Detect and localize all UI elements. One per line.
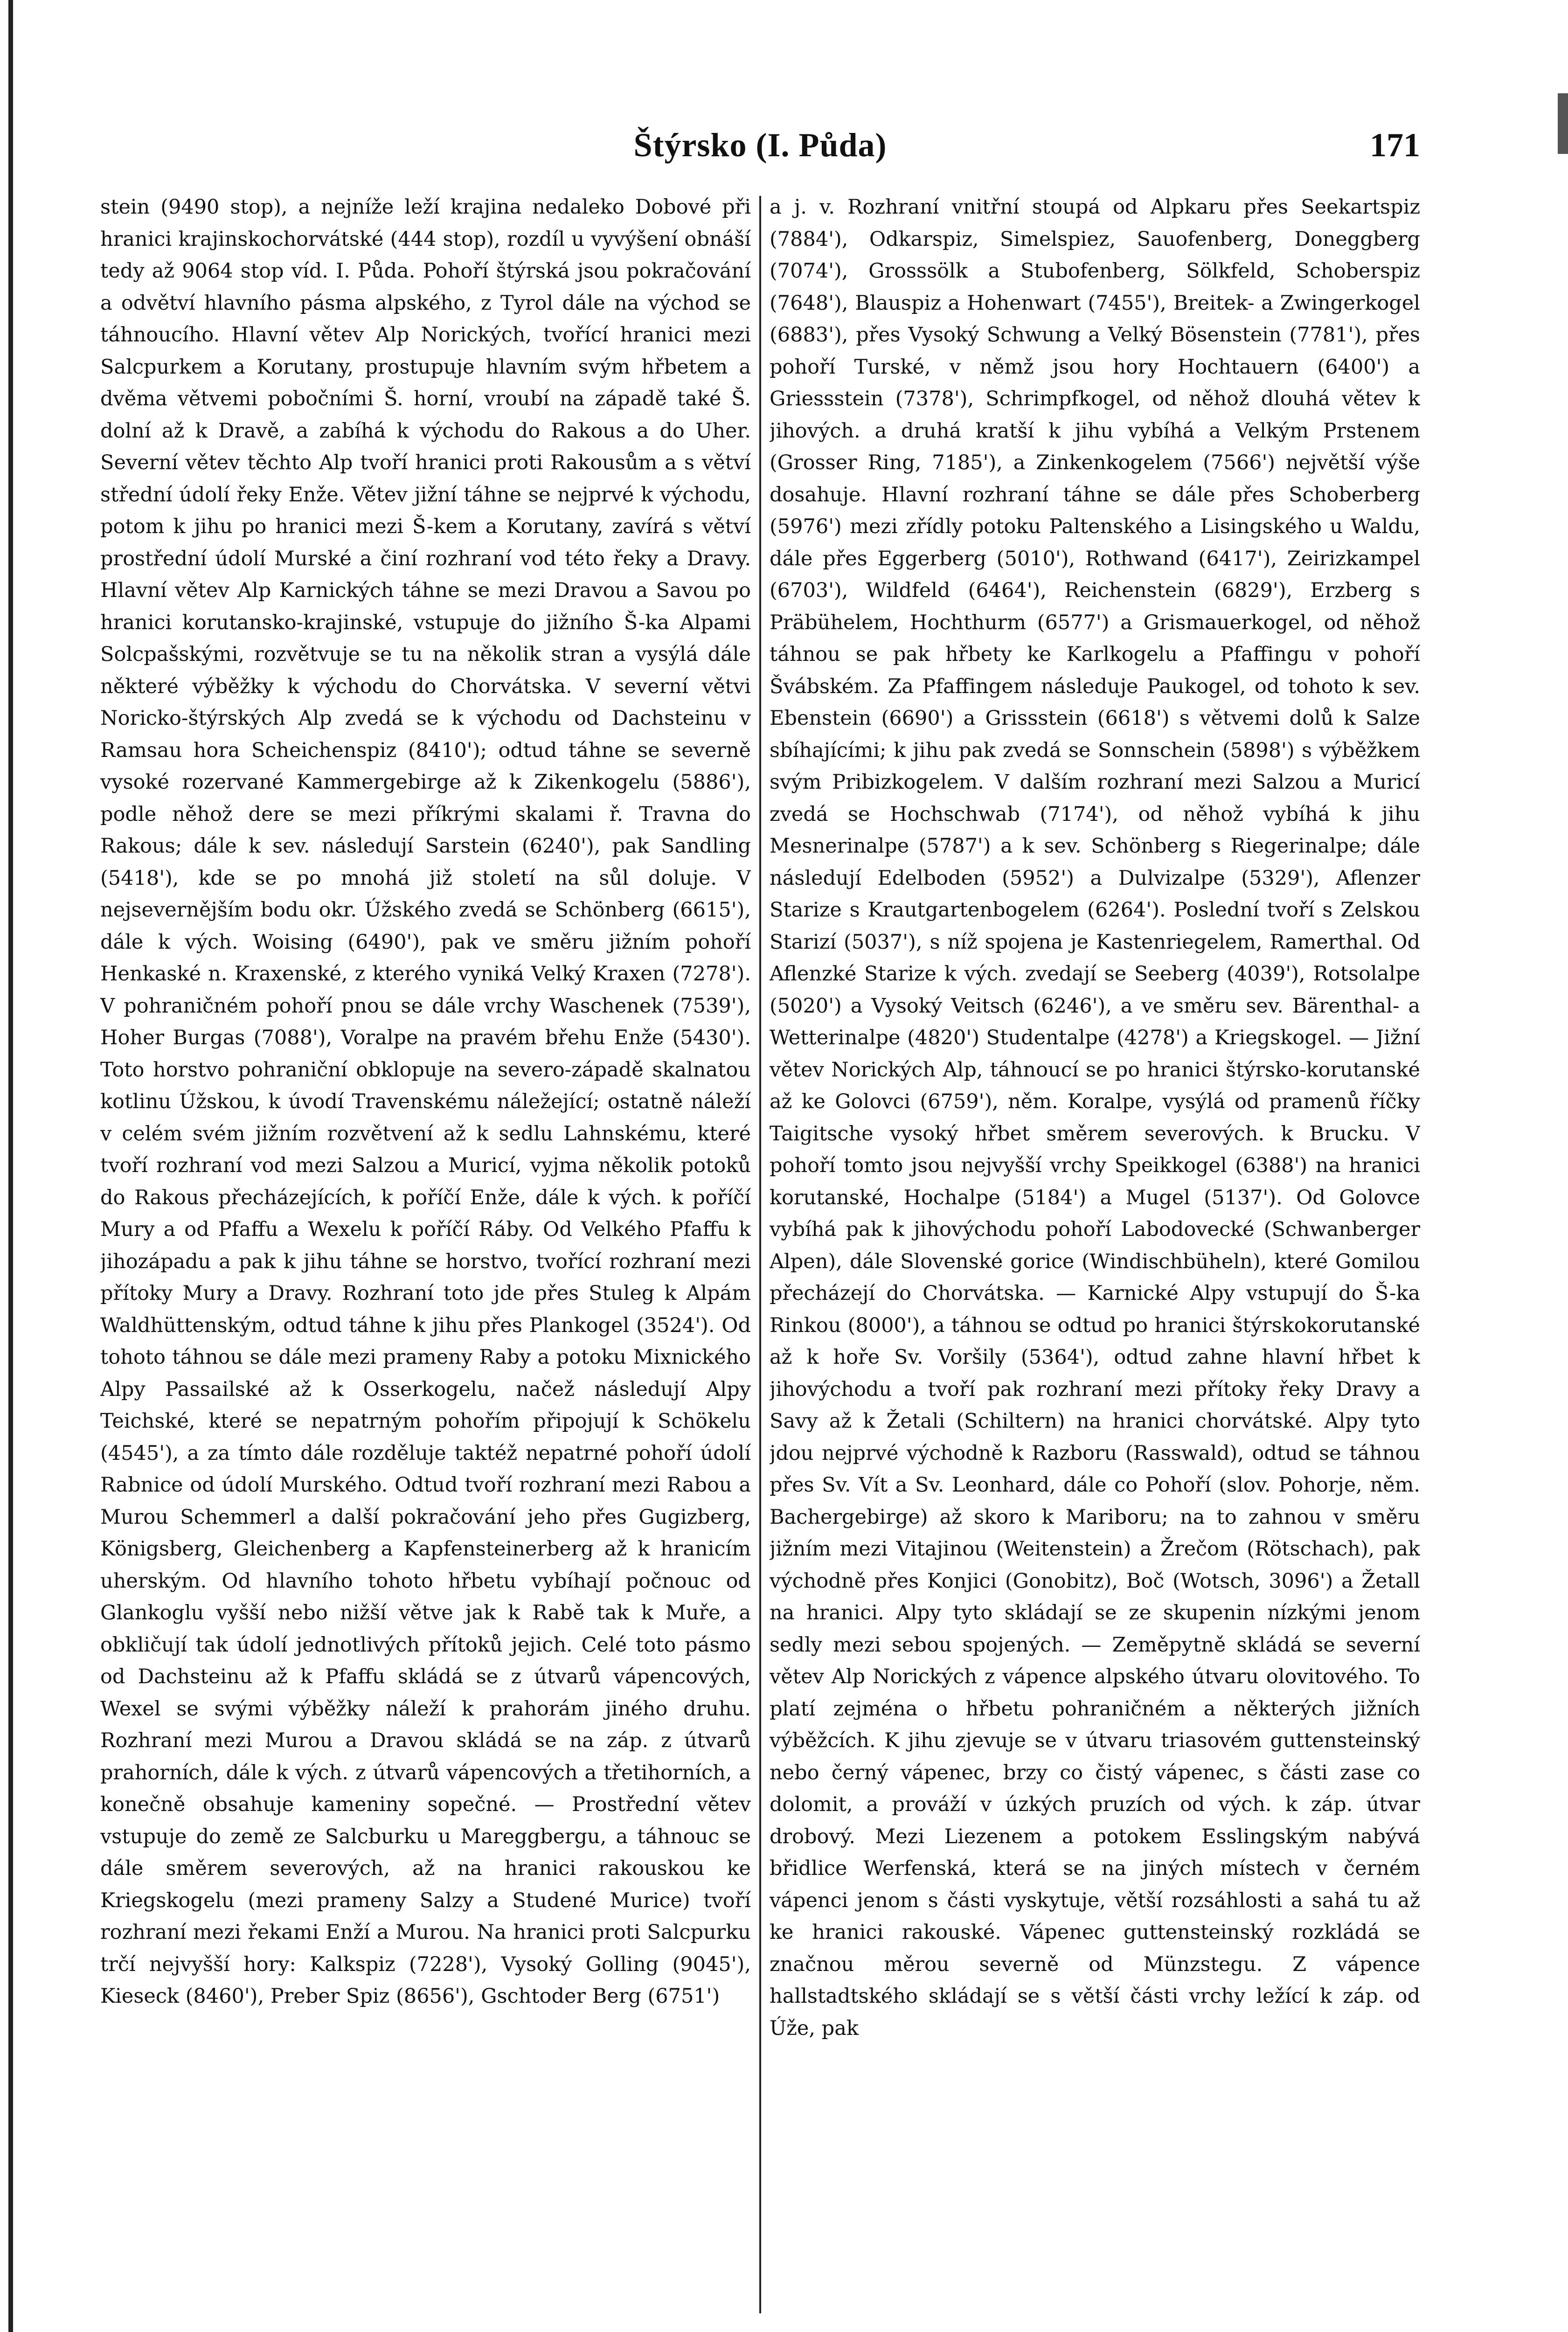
- left-column-text: stein (9490 stop), a nejníže leží krajina nedaleko Dobové při hranici krajinskochorvátské (444 stop), rozdíl u vyvýšení obnáší tedy až 9064 stop víd. I. Půda. Pohoří štýrská jsou pokračování a odvětví hlavního pásma alpského, z Tyrol dále na východ se táhnoucího. Hlavní větev Alp Norických, tvořící hranici mezi Salcpurkem a Korutany, prostupuje hlavním svým hřbetem a dvěma větvemi pobočními Š. horní, vroubí na západě také Š. dolní až k Dravě, a zabíhá k východu do Rakous a do Uher. Severní větev těchto Alp tvoří hranici proti Rakousům a s větví střední údolí řeky Enže. Větev jižní táhne se nejprvé k východu, potom k jihu po hranici mezi Š-kem a Korutany, zavírá s větví prostřední údolí Murské a činí rozhraní vod této řeky a Dravy. Hlavní větev Alp Karnických táhne se mezi Dravou a Savou po hranici korutansko-krajinské, vstupuje do jižního Š-ka Alpami Solcpašskými, rozvětvuje se tu na několik stran a vysýlá dále některé výběžky k východu do Chorvátska. V severní větvi Noricko-štýrských Alp zvedá se k východu od Dachsteinu v Ramsau hora Scheichenspiz (8410'); odtud táhne se severně vysoké rozervané Kammergebirge až k Zikenkogelu (5886'), podle něhož dere se mezi příkrými skalami ř. Travna do Rakous; dále k sev. následují Sarstein (6240'), pak Sandling (5418'), kde se po mnohá již století na sůl doluje. V nejsevernějším bodu okr. Úžského zvedá se Schönberg (6615'), dále k vých. Woising (6490'), pak ve směru jižním pohoří Henkaské n. Kraxenské, z kterého vyniká Velký Kraxen (7278'). V pohraničném pohoří pnou se dále vrchy Waschenek (7539'), Hoher Burgas (7088'), Voralpe na pravém břehu Enže (5430'). Toto horstvo pohraniční obklopuje na severo-západě skalnatou kotlinu Úžskou, k úvodí Travenskému náležející; ostatně náleží v celém svém jižním rozvětvení až k sedlu Lahnskému, které tvoří rozhraní vod mezi Salzou a Muricí, vyjma několik potoků do Rakous přecházejících, k poříčí Enže, dále k vých. k poříčí Mury a od Pfaffu a Wexelu k poříčí Ráby. Od Velkého Pfaffu k jihozápadu a pak k jihu táhne se horstvo, tvořící rozhraní mezi přítoky Mury a Dravy. Rozhraní toto jde přes Stuleg k Alpám Waldhüttenským, odtud táhne k jihu přes Plankogel (3524'). Od tohoto táhnou se dále mezi prameny Raby a potoku Mixnického Alpy Passailské až k Osserkogelu, načež následují Alpy Teichské, které se nepatrným pohořím připojují k Schökelu (4545'), a za tímto dále rozděluje taktéž nepatrné pohoří údolí Rabnice od údolí Murského. Odtud tvoří rozhraní mezi Rabou a Murou Schemmerl a další pokračování jeho přes Gugizberg, Königsberg, Gleichenberg a Kapfensteinerberg až k hranicím uherským. Od hlavního tohoto hřbetu vybíhají počnouc od Glankoglu vyšší nebo nižší větve jak k Rabě tak k Muře, a obkličují tak údolí jednotlivých přítoků jejich. Celé toto pásmo od Dachsteinu až k Pfaffu skládá se z útvarů vápencových, Wexel se svými výběžky náleží k prahorám jiného druhu. Rozhraní mezi Murou a Dravou skládá se na záp. z útvarů prahorních, dále k vých. z útvarů vápencových a třetihorních, a konečně obsahuje kameniny sopečné. — Prostřední větev vstupuje do země ze Salcburku u Mareggbergu, a táhnouc se dále směrem severových, až na hranici rakouskou ke Kriegskogelu (mezi prameny Salzy a Studené Murice) tvoří rozhraní mezi řekami Enží a Murou. Na hranici proti Salcpurku trčí nejvyšší hory: Kalkspiz (7228'), Vysoký Golling (9045'), Kieseck (8460'), Preber Spiz (8656'), Gschtoder Berg (6751'): [100, 195, 751, 2008]
- binding-edge: [8, 0, 13, 2332]
- page-number: 171: [1370, 126, 1420, 164]
- left-column: [100, 191, 751, 2332]
- page-title: Štýrsko (I. Půda): [633, 126, 887, 164]
- right-column: [770, 191, 1420, 2332]
- running-header: [100, 126, 1420, 187]
- column-divider: [759, 196, 761, 2313]
- right-column-text: a j. v. Rozhraní vnitřní stoupá od Alpkaru přes Seekartspiz (7884'), Odkarspiz, Simelspiez, Sauofenberg, Doneggberg (7074'), Grosssölk a Stubofenberg, Sölkfeld, Schoberspiz (7648'), Blauspiz a Hohenwart (7455'), Breitek- a Zwingerkogel (6883'), přes Vysoký Schwung a Velký Bösenstein (7781'), přes pohoří Turské, v němž jsou hory Hochtauern (6400') a Griessstein (7378'), Schrimpfkogel, od něhož dlouhá větev k jihových. a druhá kratší k jihu vybíhá a Velkým Prstenem (Grosser Ring, 7185'), a Zinkenkogelem (7566') největší výše dosahuje. Hlavní rozhraní táhne se dále přes Schoberberg (5976') mezi zřídly potoku Paltenského a Lisingského u Waldu, dále přes Eggerberg (5010'), Rothwand (6417'), Zeirizkampel (6703'), Wildfeld (6464'), Reichenstein (6829'), Erzberg s Präbühelem, Hochthurm (6577') a Grismauerkogel, od něhož táhnou se pak hřbety ke Karlkogelu a Pfaffingu v pohoří Švábském. Za Pfaffingem následuje Paukogel, od tohoto k sev. Ebenstein (6690') a Grissstein (6618') s větvemi dolů k Salze sbíhajícími; k jihu pak zvedá se Sonnschein (5898') s výběžkem svým Pribizkogelem. V dalším rozhraní mezi Salzou a Muricí zvedá se Hochschwab (7174'), od něhož vybíhá k jihu Mesnerinalpe (5787') a k sev. Schönberg s Riegerinalpe; dále následují Edelboden (5952') a Dulvizalpe (5329'), Aflenzer Starize s Krautgartenbogelem (6264'). Poslední tvoří s Zelskou Starizí (5037'), s níž spojena je Kastenriegelem, Ramerthal. Od Aflenzké Starize k vých. zvedají se Seeberg (4039'), Rotsolalpe (5020') a Vysoký Veitsch (6246'), a ve směru sev. Bärenthal- a Wetterinalpe (4820') Studentalpe (4278') a Kriegskogel. — Jižní větev Norických Alp, táhnoucí se po hranici štýrsko-korutanské až ke Golovci (6759'), něm. Koralpe, vysýlá od pramenů říčky Taigitsche vysoký hřbet směrem severových. k Brucku. V pohoří tomto jsou nejvyšší vrchy Speikkogel (6388') na hranici korutanské, Hochalpe (5184') a Mugel (5137'). Od Golovce vybíhá pak k jihovýchodu pohoří Labodovecké (Schwanberger Alpen), dále Slovenské gorice (Windischbüheln), které Gomilou přecházejí do Chorvátska. — Karnické Alpy vstupují do Š-ka Rinkou (8000'), a táhnou se odtud po hranici štýrskokorutanské až k hoře Sv. Voršily (5364'), odtud zahne hlavní hřbet k jihovýchodu a tvoří pak rozhraní mezi přítoky řeky Dravy a Savy až k Žetali (Schiltern) na hranici chorvátské. Alpy tyto jdou nejprvé východně k Razboru (Rasswald), odtud se táhnou přes Sv. Vít a Sv. Leonhard, dále co Pohoří (slov. Pohorje, něm. Bachergebirge) až skoro k Mariboru; na to zahnou v směru jižním mezi Vitajinou (Weitenstein) a Žrečom (Rötschach), pak východně přes Konjici (Gonobitz), Boč (Wotsch, 3096') a Žetall na hranici. Alpy tyto skládají se ze skupenin nízkými jenom sedly mezi sebou spojených. — Zeměpytně skládá se severní větev Alp Norických z vápence alpského útvaru olovitového. To platí zejména o hřbetu pohraničném a některých jižních výběžcích. K jihu zjevuje se v útvaru triasovém guttensteinský nebo černý vápenec, brzy co čistý vápenec, s části zase co dolomit, a prováží v úzkých pruzích od vých. k záp. útvar drobový. Mezi Liezenem a potokem Esslingským nabývá břidlice Werfenská, která se na jiných místech v černém vápenci jenom s části vyskytuje, větší rozsáhlosti a sahá tu až ke hranici rakouské. Vápenec guttensteinský rozkládá se značnou měrou severně od Münzstegu. Z vápence hallstadtského skládají se s větší části vrchy ležící k záp. od Úže, pak: [770, 195, 1420, 2040]
- text-columns: [100, 191, 1420, 2332]
- page-edge-mark: [1558, 93, 1568, 154]
